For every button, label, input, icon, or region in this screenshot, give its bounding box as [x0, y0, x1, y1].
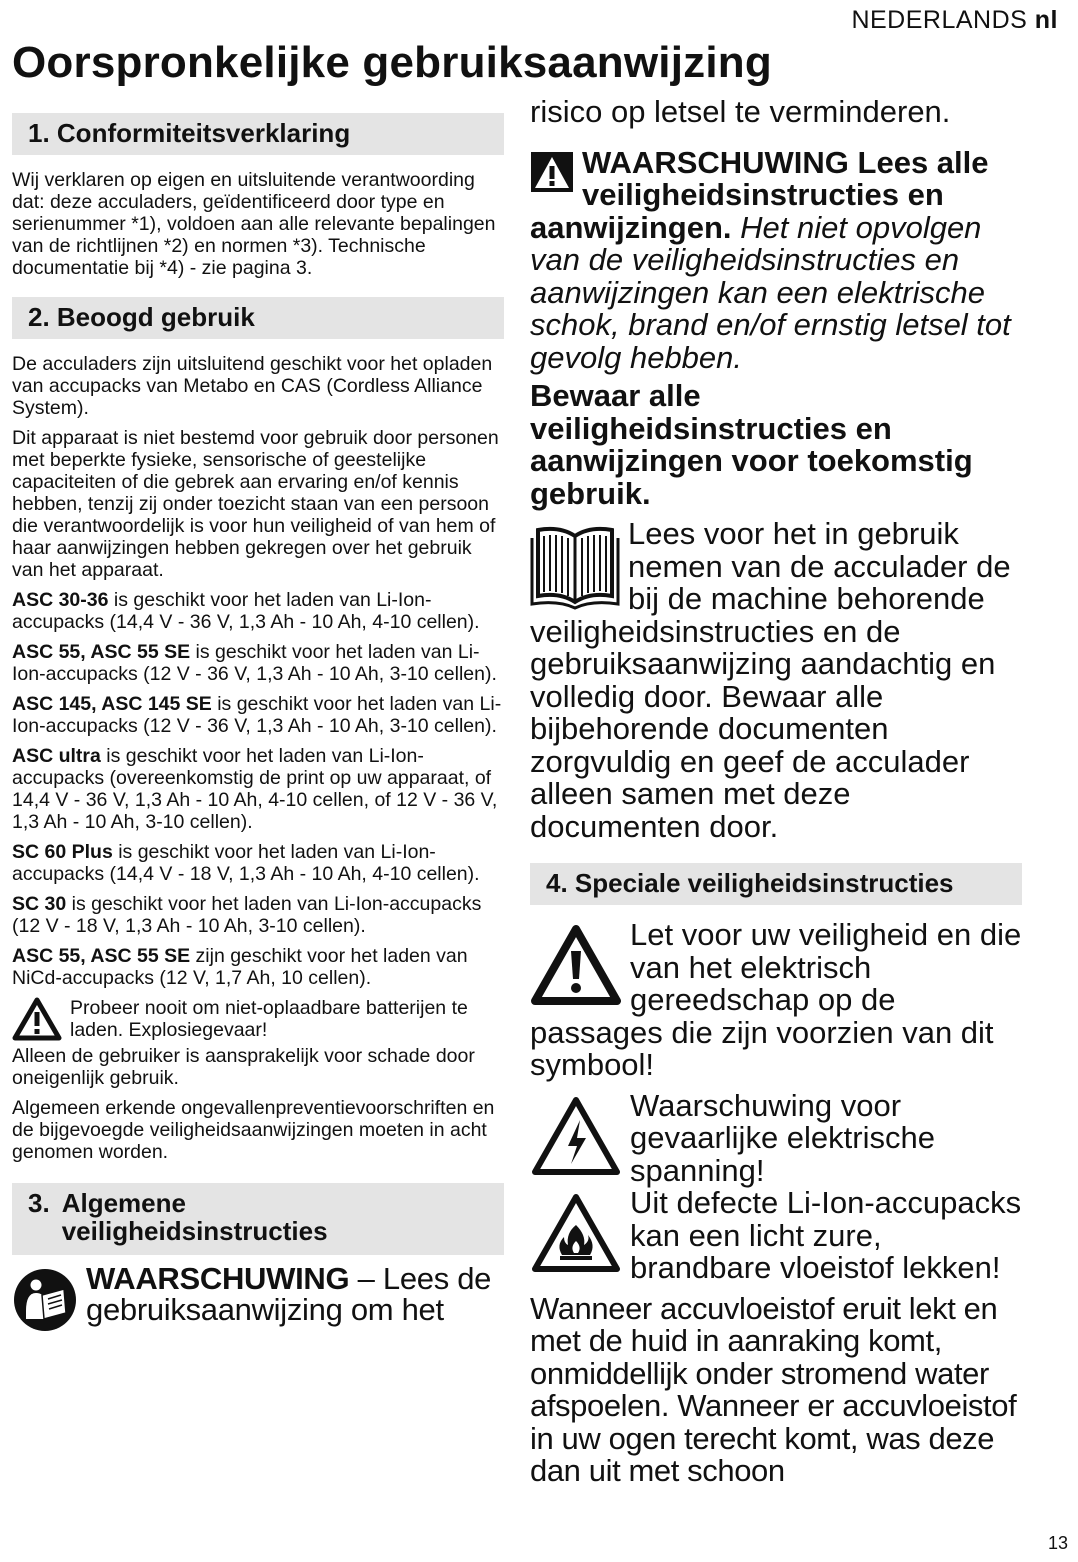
model-name: SC 30 [12, 893, 67, 916]
regulations-text: Algemeen erkende ongevallenpreventievoorschriften en de bijgevoegde veiligheidsaanwijzingen moeten in acht genomen worden. [12, 1097, 495, 1164]
read-manual-warning-text [86, 1261, 504, 1328]
voltage-warning-text: Waarschuwing voor gevaarlijke elektrische spanning! [630, 1087, 935, 1188]
model-item [12, 693, 504, 737]
keep-instructions-bold: Bewaar alle veiligheidsinstructies en aanwijzingen voor toekomstig gebruik. [530, 378, 973, 511]
model-item [12, 745, 504, 833]
model-name: ASC 145, ASC 145 SE [12, 693, 212, 716]
section-2-heading: 2. Beoogd gebruik [12, 297, 504, 339]
liability-text: Alleen de gebruiker is aansprakelijk voor schade door oneigenlijk gebruik. [12, 1045, 475, 1090]
battery-fluid-text: Wanneer accuvloeistof eruit lekt en met de huid in aanraking komt, onmiddellijk onder stromend water afspoelen. Wanneer er accuvloeistof in uw ogen terecht komt, was deze dan uit met schoon [530, 1290, 1017, 1489]
continuation-text: risico op letsel te verminderen. [530, 94, 951, 129]
left-column [12, 113, 504, 1333]
voltage-warning-block [530, 1087, 1022, 1188]
model-text: zijn geschikt voor het laden van NiCd-accupacks (12 V, 1,7 Ah, 10 cellen). [12, 945, 468, 990]
flammable-icon [530, 1191, 622, 1275]
model-item [12, 589, 504, 633]
model-text: is geschikt voor het laden van Li-Ion-accupacks (12 V - 18 V, 1,3 Ah - 10 Ah, 3-10 cellen). [12, 893, 482, 938]
intended-use-text-2: Dit apparaat is niet bestemd voor gebruik door personen met beperkte fysieke, sensorische of geestelijke capaciteiten of die gebrek aan ervaring en/of kennis hebben, tenzij zij onder toezicht staan van een persoon die verantwoordelijk is voor hun veiligheid of van hem of haar aanwijzingen hebben gekregen over het gebruik van het apparaat. [12, 427, 499, 582]
model-name: ASC 55, ASC 55 SE [12, 641, 191, 664]
model-name: ASC 55, ASC 55 SE [12, 945, 191, 968]
model-name: SC 60 Plus [12, 841, 113, 864]
page-title: Oorspronkelijke gebruiksaanwijzing [12, 38, 772, 87]
section-3-heading-text [62, 1189, 328, 1245]
language-label [851, 6, 1058, 35]
section-3-heading-line2: veiligheidsinstructies [61, 1216, 328, 1247]
model-text: is geschikt voor het laden van Li-Ion-accupacks (14,4 V - 18 V, 1,3 Ah - 10 Ah, 4-10 cellen). [12, 841, 480, 886]
explosion-warning [12, 997, 504, 1041]
warning-triangle-icon [12, 997, 62, 1041]
model-text: is geschikt voor het laden van Li-Ion-accupacks (12 V - 36 V, 1,3 Ah - 10 Ah, 3-10 cellen). [12, 641, 497, 686]
model-item [12, 893, 504, 937]
model-text: is geschikt voor het laden van Li-Ion-accupacks (overeenkomstig de print op uw apparaat, of 14,4 V - 36 V, 1,3 Ah - 10 Ah, 4-10 cellen, of 12 V - 36 V, 1,3 Ah - 10 Ah, 3-10 cellen). [12, 745, 498, 834]
model-name: ASC ultra [12, 745, 101, 768]
general-warning-bold: WAARSCHUWING Lees alle veiligheidsinstructies en aanwijzingen. [530, 144, 989, 245]
model-item [12, 945, 504, 989]
read-instructions-block [530, 518, 1022, 843]
section-3-heading [12, 1183, 504, 1255]
read-manual-warning [12, 1263, 504, 1333]
read-instructions-text: Lees voor het in gebruik nemen van de acculader de bij de machine behorende veiligheidsinstructies en de gebruiksaanwijzing aandachtig en volledig door. Bewaar alle bijbehorende documenten zorgvuldig en geef de acculader alleen samen met deze documenten door. [530, 516, 1011, 844]
warning-label: WAARSCHUWING [86, 1261, 350, 1297]
model-item [12, 641, 504, 685]
right-column [530, 96, 1022, 1488]
language-name: NEDERLANDS [851, 6, 1028, 34]
page-number: 13 [1047, 1533, 1068, 1553]
model-name: ASC 30-36 [12, 589, 109, 612]
flammable-warning-block [530, 1187, 1022, 1293]
explosion-warning-text: Probeer nooit om niet-oplaadbare batterijen te laden. Explosiegevaar! [70, 997, 468, 1042]
warning-rest: – Lees de gebruiksaanwijzing om het [86, 1261, 492, 1328]
general-warning-block [530, 144, 1022, 375]
model-item [12, 841, 504, 885]
safety-symbol-text: Let voor uw veiligheid en die van het elektrisch gereedschap op de passages die zijn voorzien van dit symbool! [530, 917, 1022, 1083]
warning-box-icon [530, 151, 574, 193]
section-3-heading-line1: Algemene [61, 1188, 186, 1219]
safety-symbol-block [530, 919, 1022, 1090]
language-code: nl [1034, 6, 1058, 34]
read-manual-icon [12, 1263, 78, 1333]
general-warning-text [530, 144, 1022, 375]
high-voltage-icon [530, 1094, 622, 1178]
intended-use-text-1: De acculaders zijn uitsluitend geschikt voor het opladen van accupacks van Metabo en CAS (Cordless Alliance System). [12, 353, 493, 420]
conformity-text: Wij verklaren op eigen en uitsluitende verantwoording dat: deze acculaders, geïdentificeerd door type en serienummer *1), voldoen aan alle relevante bepalingen van de richtlijnen *2) en normen *3). Technische documentatie bij *4) - zie pagina 3. [12, 169, 496, 280]
general-warning-italic: Het niet opvolgen van de veiligheidsinstructies en aanwijzingen kan een elektrische schok, brand en/of ernstig letsel tot gevolg hebben. [530, 209, 1011, 375]
model-text: is geschikt voor het laden van Li-Ion-accupacks (14,4 V - 36 V, 1,3 Ah - 10 Ah, 4-10 cellen). [12, 589, 480, 634]
model-text: is geschikt voor het laden van Li-Ion-accupacks (12 V - 36 V, 1,3 Ah - 10 Ah, 3-10 cellen). [12, 693, 502, 738]
flammable-warning-text: Uit defecte Li-Ion-accupacks kan een licht zure, brandbare vloeistof lekken! [630, 1185, 1022, 1286]
keep-instructions-text [530, 380, 1022, 510]
section-3-number: 3. [28, 1188, 50, 1219]
open-book-icon [530, 522, 620, 610]
warning-triangle-icon [530, 923, 622, 1007]
section-4-heading: 4. Speciale veiligheidsinstructies [530, 863, 1022, 905]
section-1-heading: 1. Conformiteitsverklaring [12, 113, 504, 155]
